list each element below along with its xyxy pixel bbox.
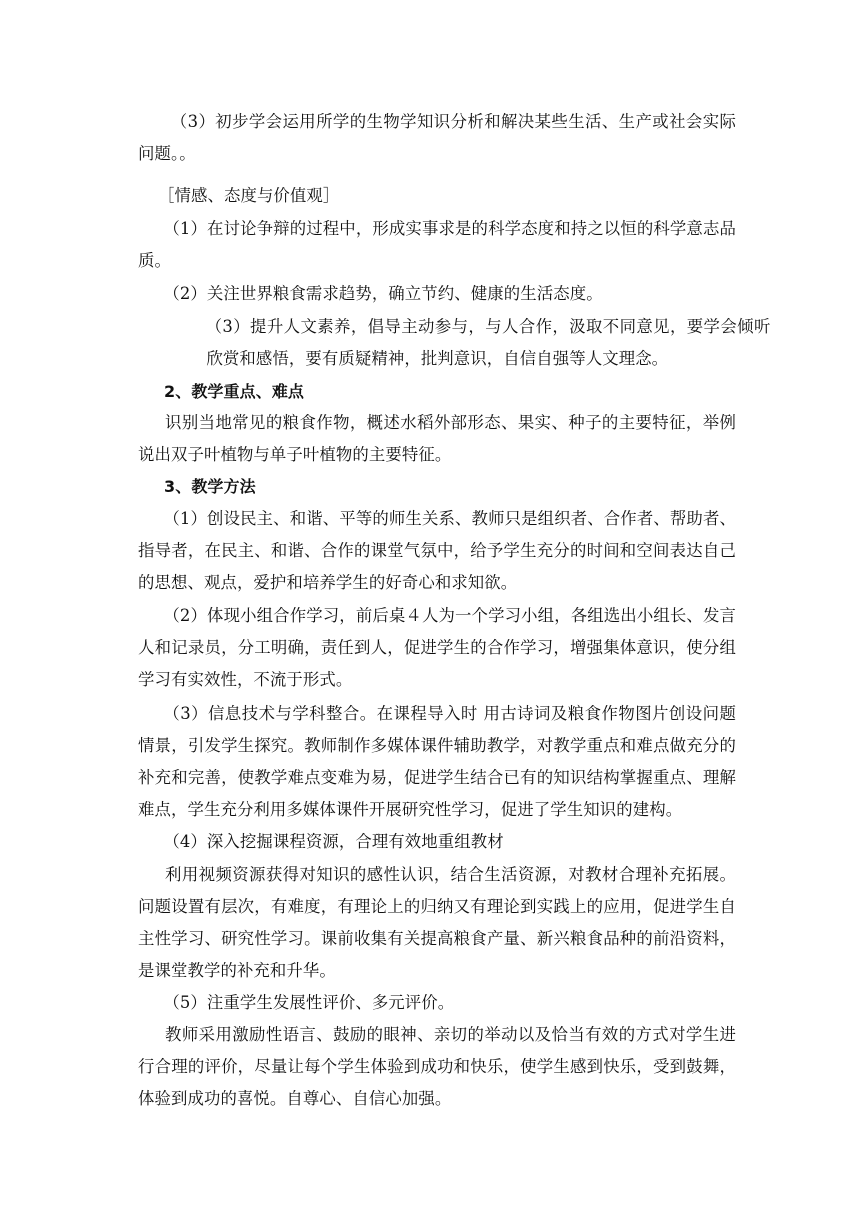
paragraph-objective-3: （3）初步学会运用所学的生物学知识分析和解决某些生活、生产或社会实际问题。。 [138,112,736,163]
section-label-emotion-attitude-values: ［情感、态度与价值观］ [158,186,340,205]
paragraph-key-points: 识别当地常见的粮食作物，概述水稻外部形态、果实、种子的主要特征，举例说出双子叶植物与单子叶植物的主要特征。 [138,413,736,464]
paragraph-emotion-2: （2）关注世界粮食需求趋势，确立节约、健康的生活态度。 [163,284,603,303]
paragraph-emotion-1: （1）在讨论争辩的过程中，形成实事求是的科学态度和持之以恒的科学意志品质。 [138,219,736,270]
paragraph-method-2: （2）体现小组合作学习，前后桌４人为一个学习小组，各组选出小组长、发言人和记录员，分工明确，责任到人，促进学生的合作学习，增强集体意识，使分组学习有实效性，不流于形式。 [138,606,736,689]
paragraph-method-1: （1）创设民主、和谐、平等的师生关系、教师只是组织者、合作者、帮助者、指导者，在民主、和谐、合作的课堂气氛中，给予学生充分的时间和空间表达自己的思想、观点，爱护和培养学生的好奇心和求知欲。 [138,509,736,592]
heading-key-difficult-points: 2、教学重点、难点 [164,382,305,401]
paragraph-method-3: （3）信息技术与学科整合。在课程导入时 用古诗词及粮食作物图片创设问题情景，引发学生探究。教师制作多媒体课件辅助教学，对教学重点和难点做充分的补充和完善，使教学难点变难为易，促进学生结合已有的知识结构掌握重点、理解难点，学生充分利用多媒体课件开展研究性学习，促进了学生知识的建构。 [138,704,736,819]
paragraph-method-4-detail: 利用视频资源获得对知识的感性认识，结合生活资源，对教材合理补充拓展。问题设置有层次，有难度，有理论上的归纳又有理论到实践上的应用，促进学生自主性学习、研究性学习。课前收集有关提高粮食产量、新兴粮食品种的前沿资料，是课堂教学的补充和升华。 [138,865,736,980]
paragraph-emotion-3: （3）提升人文素养，倡导主动参与，与人合作，汲取不同意见，要学会倾听欣赏和感悟，要有质疑精神，批判意识，自信自强等人文理念。 [205,317,771,368]
paragraph-method-4: （4）深入挖掘课程资源，合理有效地重组教材 [163,832,504,851]
paragraph-method-5: （5）注重学生发展性评价、多元评价。 [163,993,455,1012]
heading-teaching-methods: 3、教学方法 [164,477,256,496]
paragraph-method-5-detail: 教师采用激励性语言、鼓励的眼神、亲切的举动以及恰当有效的方式对学生进行合理的评价，尽量让每个学生体验到成功和快乐，使学生感到快乐，受到鼓舞，体验到成功的喜悦。自尊心、自信心加强。 [138,1025,736,1108]
